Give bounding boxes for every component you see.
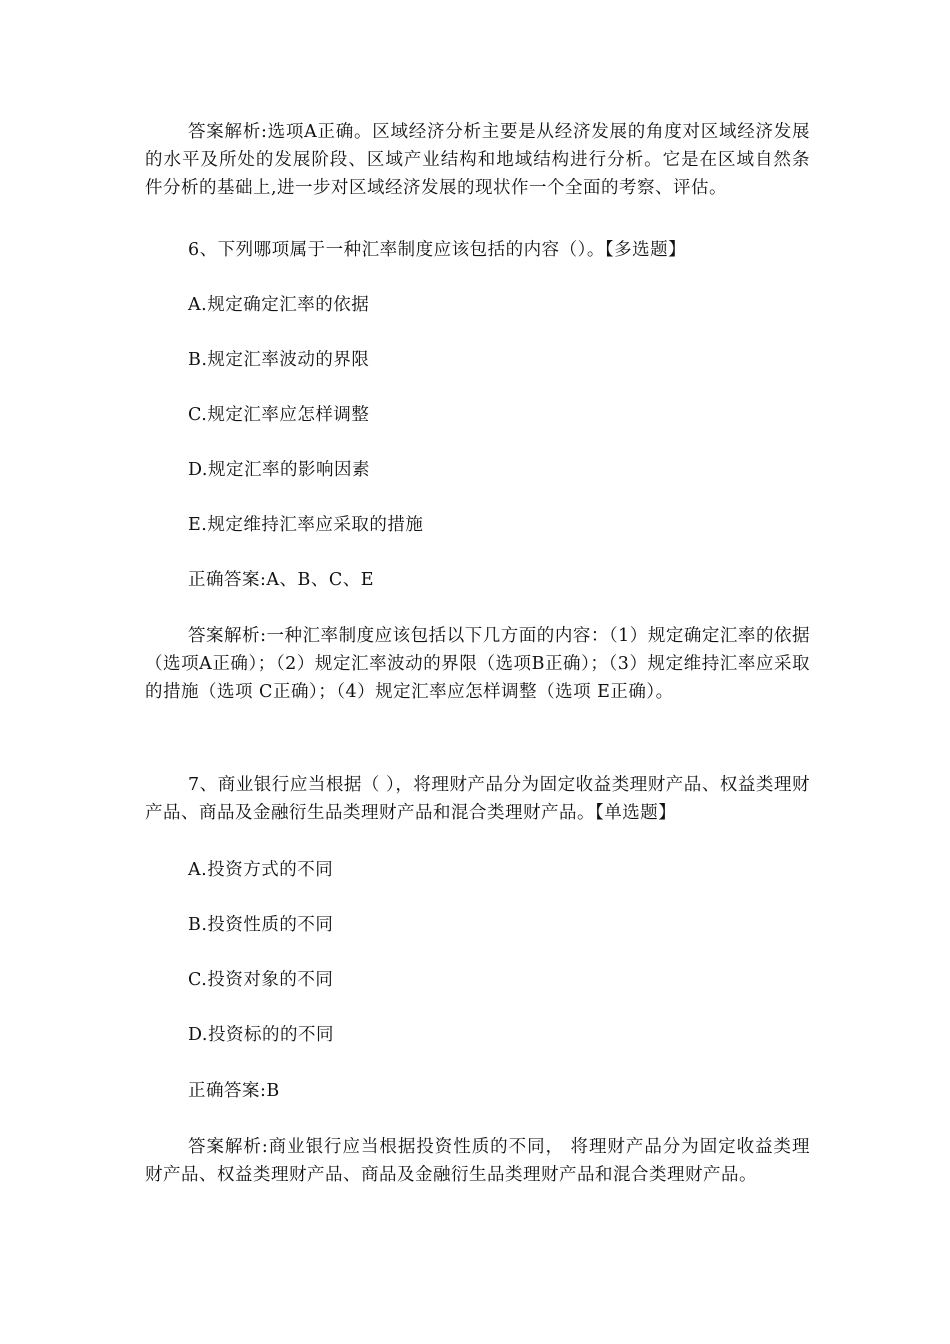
- q6-option-d: D.规定汇率的影响因素: [188, 460, 370, 480]
- q6-option-b: B.规定汇率波动的界限: [188, 350, 370, 370]
- q7-option-a: A.投资方式的不同: [188, 860, 334, 880]
- q6-analysis: 答案解析:一种汇率制度应该包括以下几方面的内容：（1）规定确定汇率的依据（选项A正确）；（2）规定汇率波动的界限（选项B正确）；（3）规定维持汇率应采取的措施（选项 C正确）；（4）规定汇率应怎样调整（选项 E正确）。: [145, 626, 810, 702]
- q7-option-d: D.投资标的的不同: [188, 1025, 334, 1045]
- q6-question: 6、下列哪项属于一种汇率制度应该包括的内容（）。【多选题】: [188, 240, 687, 260]
- q6-option-a: A.规定确定汇率的依据: [188, 295, 370, 315]
- q7-analysis: 答案解析:商业银行应当根据投资性质的不同， 将理财产品分为固定收益类理财产品、权益类理财产品、商品及金融衍生品类理财产品和混合类理财产品。: [145, 1137, 810, 1185]
- q7-question: 7、商业银行应当根据（ ），将理财产品分为固定收益类理财产品、权益类理财产品、商品及金融衍生品类理财产品和混合类理财产品。【单选题】: [145, 775, 810, 823]
- q7-option-c: C.投资对象的不同: [188, 970, 334, 990]
- q6-answer: 正确答案:A、B、C、E: [188, 570, 375, 590]
- q7-answer: 正确答案:B: [188, 1081, 280, 1101]
- q6-option-c: C.规定汇率应怎样调整: [188, 405, 370, 425]
- q6-option-e: E.规定维持汇率应采取的措施: [188, 515, 424, 535]
- q7-option-b: B.投资性质的不同: [188, 915, 334, 935]
- q5-analysis: 答案解析:选项A正确。区域经济分析主要是从经济发展的角度对区域经济发展的水平及所处的发展阶段、区域产业结构和地域结构进行分析。它是在区域自然条件分析的基础上,进一步对区域经济发展的现状作一个全面的考察、评估。: [145, 122, 810, 198]
